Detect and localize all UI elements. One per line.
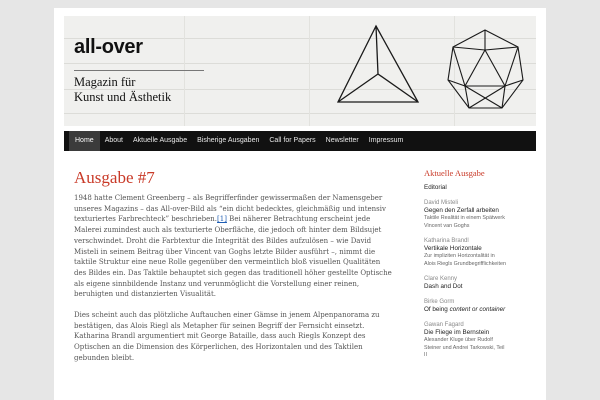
entry-title[interactable]: Die Fliege im Bernstein	[424, 329, 490, 336]
nav-aktuelle-ausgabe[interactable]: Aktuelle Ausgabe	[132, 137, 188, 144]
site-tagline	[74, 75, 224, 105]
entry-author: David Misteli	[424, 200, 459, 206]
entry-author: Gawan Fagard	[424, 322, 464, 328]
paragraph-text: Bei näherer Betrachtung erscheint jede Malerei zumindest auch als texturierte Oberfläche, die jedoch oft hinter dem Bildsujet verschwindet. Droht die Farbtextur die Integrität des Bildes aufzulösen – wie David Misteli in seinem Beitrag über Vincent van Goghs letzte Bilder ausführt –, nimmt die taktile Struktur eine neue Rolle gegenüber den vermeintlich bloß visuellen Qualitäten des Bildes ein. Das Taktile behauptet sich gegen das traditionell höher gestellte Optische als eigene sinnbildende Instanz und verunmöglicht die Vorstellung einer reinen, beruhigten und distanzierten Visualität.	[74, 215, 392, 299]
triangle-shape	[338, 26, 418, 102]
sidebar-entry[interactable]	[424, 275, 536, 291]
sidebar-widget-title: Aktuelle Ausgabe	[424, 168, 485, 178]
entry-subtitle: Zur impliziten Horizontalität in	[424, 253, 495, 259]
site-header	[64, 16, 536, 126]
article-paragraph: Dies scheint auch das plötzliche Auftauchen einer Gämse in jenem Alpenpanorama zu bestätigen, das Alois Riegl als Metapher für seinen Begriff der Fernsicht einsetzt. Katharina Brandl argumentiert mit George Bataille, dass auch Riegls Konzept des Optischen an die Dimension des Körperlichen, des Horizontalen und des Taktilen gebunden bleibt.	[74, 311, 380, 362]
main-content	[74, 168, 392, 364]
icosahedron-shape	[448, 30, 523, 108]
sidebar-entry[interactable]	[424, 199, 536, 230]
entry-title-italic: content or container	[449, 306, 506, 313]
header-geometric-illustration	[332, 16, 536, 126]
tagline-line-2: Kunst und Ästhetik	[74, 90, 172, 104]
paragraph-text: 1948 hatte Clement Greenberg – als Begrifferfinder gewissermaßen der Namensgeber unseres Magazins – das All-over-Bild als “ein dicht bedecktes, gleichmäßig und intensiv texturiertes Farbrechteck” beschrieben.	[74, 194, 386, 224]
tagline-line-1: Magazin für	[74, 75, 136, 89]
entry-subtitle: Steiner und Andrei Tarkowski, Teil	[424, 344, 505, 351]
nav-newsletter[interactable]: Newsletter	[325, 137, 359, 144]
entry-title[interactable]: Vertikale Horizontale	[424, 245, 482, 252]
page	[54, 8, 546, 400]
sidebar-entry[interactable]	[424, 321, 536, 360]
sidebar	[424, 168, 536, 367]
article-title: Ausgabe #7	[74, 168, 155, 187]
entry-subtitle: Alois Riegls Grundbegrifflichkeiten	[424, 260, 506, 267]
nav-about[interactable]: About	[104, 137, 123, 144]
nav-call-for-papers[interactable]: Call for Papers	[269, 137, 316, 144]
title-divider	[74, 70, 204, 71]
entry-subtitle: II	[424, 352, 427, 358]
entry-title[interactable]: Dash and Dot	[424, 283, 463, 290]
sidebar-entry-editorial[interactable]	[424, 184, 536, 192]
site-title[interactable]: all-over	[74, 36, 143, 58]
nav-home[interactable]: Home	[69, 131, 100, 151]
article-paragraph	[74, 193, 392, 300]
sidebar-entry[interactable]	[424, 237, 536, 268]
nav-impressum[interactable]: Impressum	[368, 137, 404, 144]
sidebar-entry[interactable]	[424, 298, 536, 314]
main-navigation	[64, 131, 536, 151]
entry-author: Clare Kenny	[424, 276, 458, 282]
entry-title[interactable]: Gegen den Zerfall arbeiten	[424, 207, 499, 214]
entry-title-text: Of being	[424, 306, 450, 313]
footnote-link[interactable]: [1]	[217, 215, 227, 224]
entry-subtitle: Vincent van Goghs	[424, 222, 470, 229]
entry-author: Birke Gorm	[424, 299, 455, 305]
entry-title[interactable]: Editorial	[424, 184, 447, 191]
entry-title[interactable]	[424, 306, 536, 314]
entry-subtitle: Taktile Realität in einem Spätwerk	[424, 215, 505, 221]
nav-bisherige-ausgaben[interactable]: Bisherige Ausgaben	[197, 137, 260, 144]
entry-author: Katharina Brandl	[424, 238, 469, 244]
entry-subtitle: Alexander Kluge über Rudolf	[424, 337, 493, 343]
